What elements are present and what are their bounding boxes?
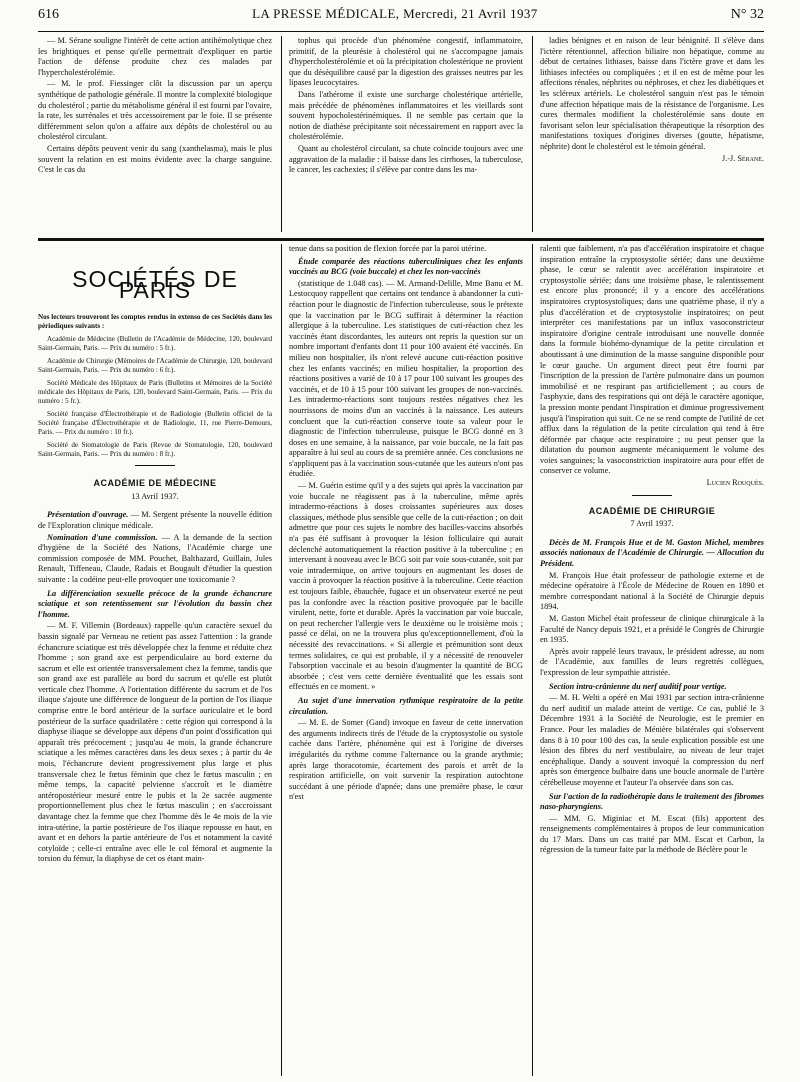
subsection-heading: Décès de M. François Hue et de M. Gaston Michel, membres associés nationaux de l'Académie de Chirurgie. — Allocution du Président. <box>540 537 764 569</box>
paragraph: M. Gaston Michel était professeur de clinique chirurgicale à la Faculté de Nancy depuis 1921, et a présidé le Congrès de Chirurgie en 1935. <box>540 614 764 645</box>
session-date: 13 Avril 1937. <box>131 491 179 501</box>
societes-title: SOCIÉTÉS DE PARIS <box>72 266 238 303</box>
column-divider <box>532 244 533 1076</box>
paragraph: Après avoir rappelé leurs travaux, le président adresse, au nom de l'Académie, aux familles de leurs regrettés collègues, l'expression de leur sympathie attristée. <box>540 646 764 677</box>
paragraph: — M. Guérin estime qu'il y a des sujets qui après la vaccination par voie buccale ne réagissent pas à la tuberculine, même après intradermo-réactions à doses croissantes supérieures aux doses classiques, méthode plus sensible que celle de la cuti-réaction ; on doit admettre que pour ces sujets le nombre des bacilles-vaccins absorbés n'a pas été suffisant à provoquer la lésion folliculaire qui aurait déclenché automatiquement la réaction positive à la tuberculine ; en intervenant à nouveau avec le BCG soit par voie sous-cutanée, soit par voie intradermique, on arrive toujours en augmentant les doses de vaccin à provoquer la réaction positive à la tuberculine. Cette réaction est toujours faible, ébauchée, fugace et un observateur exercé ne peut pas la confondre avec la réaction positive provoquée par le bacille virulent, nette, forte et durable. Après la vaccination par voie buccale, on peut rechercher l'allergie vers le deuxième ou le troisième mois ; passé ce délai, on ne la trouvera plus qu'exceptionnellement, d'où la nécessité des revaccinations. « Si allergie et prémunition sont deux termes solidaires, ce qui est probable, il y a nécessité de renouveler l'absorption vaccinale et au besoin d'augmenter la quantité de BCG absorbée ; c'est vers cette dernière éventualité que les essais sont effectués en ce moment. » <box>289 481 523 692</box>
paragraph: M. François Hue était professeur de pathologie externe et de médecine opératoire à l'École de Médecine de Rouen en 1890 et membre correspondant national à la Société de Chirurgie depuis 1894. <box>540 570 764 612</box>
section-rule <box>38 238 764 241</box>
list-item: Académie de Chirurgie (Mémoires de l'Académie de Chirurgie, 120, boulevard Saint-Germain, Paris. — Prix du numéro : 6 fr.). <box>38 357 272 375</box>
academie-chirurgie-title: ACADÉMIE DE CHIRURGIE <box>588 505 716 516</box>
societes-intro: Nos lecteurs trouveront les comptes rendus in extenso de ces Sociétés dans les périodiques suivants : <box>38 313 272 331</box>
top-column-2 <box>289 36 523 234</box>
paragraph: — M. Sérane souligne l'intérêt de cette action antihémolytique chez les brightiques et pense qu'elle permettrait d'expliquer en partie l'action de défense produite chez ces malades par l'hypercholestérolémie. <box>38 36 272 77</box>
paragraph: Dans l'athérome il existe une surcharge cholestérique artérielle, mais précédée de phénomènes inflammatoires et les vieillards sont souvent hypocholestérinémiques. Il ne semble pas certain que la notion de diathèse précipitante soit nécessairement en rapport avec la cholestérolémie. <box>289 89 523 142</box>
paragraph: — M. le prof. Fiessinger clôt la discussion par un aperçu synthétique de pathologie générale. Il montre la complexité biologique du cholestérol ; partie du métabolisme général il est fourni par l'ovaire, la rate, les surrénales et très accessoirement par le foie. Il se présente différemment selon qu'on a affaire aux dépôts de cholestérol ou au cholestérol circulant. <box>38 79 272 142</box>
journal-title: LA PRESSE MÉDICALE, Mercredi, 21 Avril 1937 <box>252 6 538 21</box>
paragraph: (statistique de 1.048 cas). — M. Armand-Delille, Mme Banu et M. Lestocquoy rappellent que certains ont tendance à abandonner la cuti-réaction pour le diagnostic de l'infection tuberculeuse, sous le prétexte que la vaccination par le BCG suffirait à déterminer la réaction allergique à la tuberculine. Les statistiques de cuti-réaction chez les vaccinés étant discordantes, les auteurs ont repris la question sur un nombre important d'enfants dont 11 pour 100 avaient été vaccinés. En milieu non hospitalier, ils n'ont relevé aucune cuti-réaction positive chez les enfants vaccinés; en milieu hospitalier, la proportion des réactions positives a varié de 10 à 17 pour 100 suivant les groupes des vaccinés, et de 10 à 15 pour 100 suivant les groupes de non-vaccinés. Les intradermo-réactions sont toujours restées négatives chez les nourrissons de moins d'un an vaccinés à la naissance. Les auteurs concluent que la cuti-réaction conserve toute sa valeur pour le diagnostic de l'infection tuberculeuse, puisque le BCG donné en 3 doses en une semaine, à la naissance, par voie buccale, ne la fait pas apparaître à lui seul au cours de sa première année. Ces conclusions ne s'appliquent pas à la vaccination sous-cutanée que les auteurs n'ont pas étudiée. <box>289 278 523 479</box>
signature: J.-J. Sérane. <box>721 153 764 163</box>
paragraph: — M. Sergent présente la nouvelle édition de l'Exploration clinique médicale. <box>38 510 272 530</box>
list-item: Société de Stomatologie de Paris (Revue de Stomatologie, 120, boulevard Saint-Germain, Paris. — Prix du numéro : 8 fr.). <box>38 441 272 459</box>
column-divider <box>532 36 533 232</box>
list-item: Académie de Médecine (Bulletin de l'Académie de Médecine, 120, boulevard Saint-Germain, Paris. — Prix du numéro : 5 fr.). <box>38 335 272 353</box>
subsection-heading: Étude comparée des réactions tuberculiniques chez les enfants vaccinés au BCG (voie buccale) et chez les non-vaccinés <box>289 256 523 277</box>
column-divider <box>281 244 282 1076</box>
paragraph: — M. F. Villemin (Bordeaux) rappelle qu'un caractère sexuel du bassin signalé par Verneau ne retient pas assez l'attention : la grande échancrure sciatique est très développée chez la femme et réduite chez l'homme ; son grand axe est perpendiculaire au bord externe du sacrum et elle est orientée transversalement chez la femme, tandis que son grand axe est parallèle au bord du sacrum et qu'elle est plutôt verticale chez l'homme. A l'orientation différente du sacrum et de l'os iliaque s'ajoute une différence de longueur de la portion de l'os iliaque comprise entre le bord antérieur de la surface auriculaire et le bord postérieur de la surface quadrilatère : cette région qui correspond à la diaphyse iliaque se développe aux dépens d'un point d'ossification qui apparaît très précocement ; jusqu'au 4e mois, la grande échancrure sciatique a les mêmes caractères dans les deux sexes ; à partir du 4e mois, l'échancrure devient progressivement plus large et plus transversale chez le fœtus féminin que chez le fœtus masculin ; en même temps, la capacité pelvienne s'accroît et le diamètre antéropostérieur mesuré entre le pubis et la 2e sacrée augmente proportionnellement plus chez le fœtus masculin ; en s'accroissant davantage chez la femme que chez l'homme dès le 4e mois de la vie intra-utérine, la partie postérieure de l'os iliaque repousse en haut, en avant et en dehors la partie antérieure de l'os et notamment la cavité cotyloïde ; celle-ci entraîne avec elle le col fémoral et augmente la torsion du fémur, la diaphyse de cet os étant main- <box>38 621 272 864</box>
societes-list <box>38 313 272 459</box>
subsection-heading: Nomination d'une commission. <box>47 532 158 542</box>
lower-column-3 <box>540 244 764 1076</box>
subsection-heading: La différenciation sexuelle précoce de la grande échancrure sciatique et son retentissement sur l'évolution du bassin chez l'homme. <box>38 588 272 619</box>
list-item: Société française d'Électrothérapie et de Radiologie (Bulletin officiel de la Société française d'Électrothérapie et de Radiologie, 11, rue Pierre-Demours, Paris. — Prix du numéro : 10 fr.). <box>38 410 272 437</box>
lower-column-2 <box>289 244 523 1076</box>
paragraph: — MM. G. Miginiac et M. Escat (fils) apportent des renseignements complémentaires à propos de leur communication du 17 Mars. Dans un cas traité par MM. Escat et Carbon, la régression de la tumeur faite par la méthode de Béclère pour le <box>540 813 764 855</box>
running-header <box>38 6 764 34</box>
subsection-heading: Présentation d'ouvrage. <box>47 510 129 520</box>
paragraph: ralenti que faiblement, n'a pas d'accélération inspiratoire et chaque inspiration entraîne la cryptosystolie sériée; dans une deuxième phase, le cœur se ralentit avec accélération inspiratoire et cryptosystolie sériée; dans une troisième phase, le ralentissement est encore plus prononcé; il y a encore des accélérations inspiratoires cryptosystoliques; dans une quatrième phase, il n'y a plus d'accélération et de cryptosystolie inspiratoires; on peut interpréter ces manifestations par un influx vasoconstricteur inspiratoire d'origine centrale introduisant une nouvelle donnée dans la formule biohémo-dynamique de la petite circulation et aboutissant à une diminution de la masse sanguine disponible pour le cœur gauche. Un argument direct peut être fourni par l'inscription de la pression de l'artère pulmonaire dans un poumon immobilisé et ne respirant pas artificiellement ; au cours de l'asphyxie, dans des respirations qui ont déjà le caractère agonique, la pression monte pendant l'inspiration et diminue progressivement jusqu'à l'inspiration qui suit. Ce ne se rend compte de l'utilité de cet afflux dans la régulation de la petite circulation qui tend à être déformée par chaque acte respiratoire ; ou peut penser que la dilatation du poumon augmente mécaniquement le volume des voies sanguines; la vasoconstriction inspiratoire aura pour effet de conserver ce volume. <box>540 244 764 476</box>
subsection-heading: Au sujet d'une innervation rythmique respiratoire de la petite circulation. <box>289 695 523 716</box>
paragraph: Certains dépôts peuvent venir du sang (xanthelasma), mais le plus souvent la relation en est moins évidente avec la charge sanguine. C'est le cas du <box>38 143 272 175</box>
paragraph: tenue dans sa position de flexion forcée par la paroi utérine. <box>289 244 487 253</box>
page-number: 616 <box>38 7 59 22</box>
academie-medecine-title: ACADÉMIE DE MÉDECINE <box>93 478 217 489</box>
signature: Lucien Rouquès. <box>706 478 764 488</box>
separator <box>632 495 672 496</box>
lower-column-1 <box>38 244 272 1076</box>
paragraph: — M. H. Welti a opéré en Mai 1931 par section intra-crânienne du nerf auditif un malade atteint de vertige. Ce cas, publié le 3 Décembre 1931 à la Société de Neurologie, est le premier en France. Pour les maladies de Ménière bilatérales qui s'observent dans 8 à 10 pour 100 des cas, la seule explication possible est une lésion des fibres du nerf vestibulaire, au niveau de leur trajet encéphalique. Dandy a souvent invoqué la compression du nerf après son émergence bulbaire dans une boucle anormale de l'artère cérébelleuse moyenne et l'auteur l'a observée dans son cas. <box>540 693 764 787</box>
session-date: 7 Avril 1937. <box>630 519 674 529</box>
paragraph: — M. E. de Somer (Gand) invoque en faveur de cette innervation des arguments indirects tirés de l'étude de la cryptosystolie ou systole cachée dans l'artère, phénomène qui est à l'origine de diverses irrégularités du rythme comme l'alternance ou la grande arythmie; après large thoracotomie, écartement des parois et arrêt de la respiration artificielle, on voit survenir la respiration autochtone succédant à une période d'apnée; dans une première phase, le cœur n'est <box>289 718 523 802</box>
subsection-heading: Section intra-crânienne du nerf auditif pour vertige. <box>549 681 727 691</box>
list-item: Société Médicale des Hôpitaux de Paris (Bulletins et Mémoires de la Société médicale des Hôpitaux de Paris, 120, boulevard Saint-Germain, Paris. — Prix du numéro : 5 fr.). <box>38 379 272 406</box>
column-divider <box>281 36 282 232</box>
top-column-1 <box>38 36 272 234</box>
paragraph: — A la demande de la section d'hygiène de la Société des Nations, l'Académie charge une commission composée de MM. Pouchet, Balthazard, Guillain, Jules Renault, Tiffeneau, Claude, Radais et Bougault d'étudier la question suivante : la codéine peut-elle provoquer une toxicomanie ? <box>38 532 272 584</box>
paragraph: tophus qui procède d'un phénomène congestif, inflammatoire, primitif, de la pleurésie à cholestérol qui ne s'accompagne jamais d'hypercholestérolémie et où la précipitation cholestérique ne provient que du déséquilibre causé par la digestion des graisses neutres par les lipases leucocytaires. <box>289 36 523 88</box>
separator <box>135 465 175 466</box>
paragraph: Quant au cholestérol circulant, sa chute coïncide toujours avec une aggravation de la maladie : il baisse dans les cirrhoses, la tuberculose, le cancer, les cachexies; il s'élève par contre dans les ma- <box>289 143 523 175</box>
issue-number: N° 32 <box>730 7 764 22</box>
top-column-3 <box>540 36 764 234</box>
paragraph: ladies bénignes et en raison de leur bénignité. Il s'élève dans l'ictère rétentionnel, affection biliaire non hépatique, comme au début de certaines lithiases, baisse dans l'ictère grave et dans les lithiases infectées ou compliquées ; et il en est de même pour les affections rénales, néphrites ou néphroses, et chez les diabétiques et les scléreux artériels. Le cholestérol sanguin n'est pas le témoin d'une affection hépatique mais de la résistance de l'organisme. Les cures thermales modifient la cholestérolémie sans doute en favorisant selon leur spécialisation thérapeutique la résorption des manifestations toxiques d'origines diverses (goutte, hépatisme, néphrite) dont le cholestérol est le témoin général. <box>540 36 764 151</box>
header-rule <box>38 31 764 32</box>
subsection-heading: Sur l'action de la radiothérapie dans le traitement des fibromes naso-pharyngiens. <box>540 791 764 812</box>
